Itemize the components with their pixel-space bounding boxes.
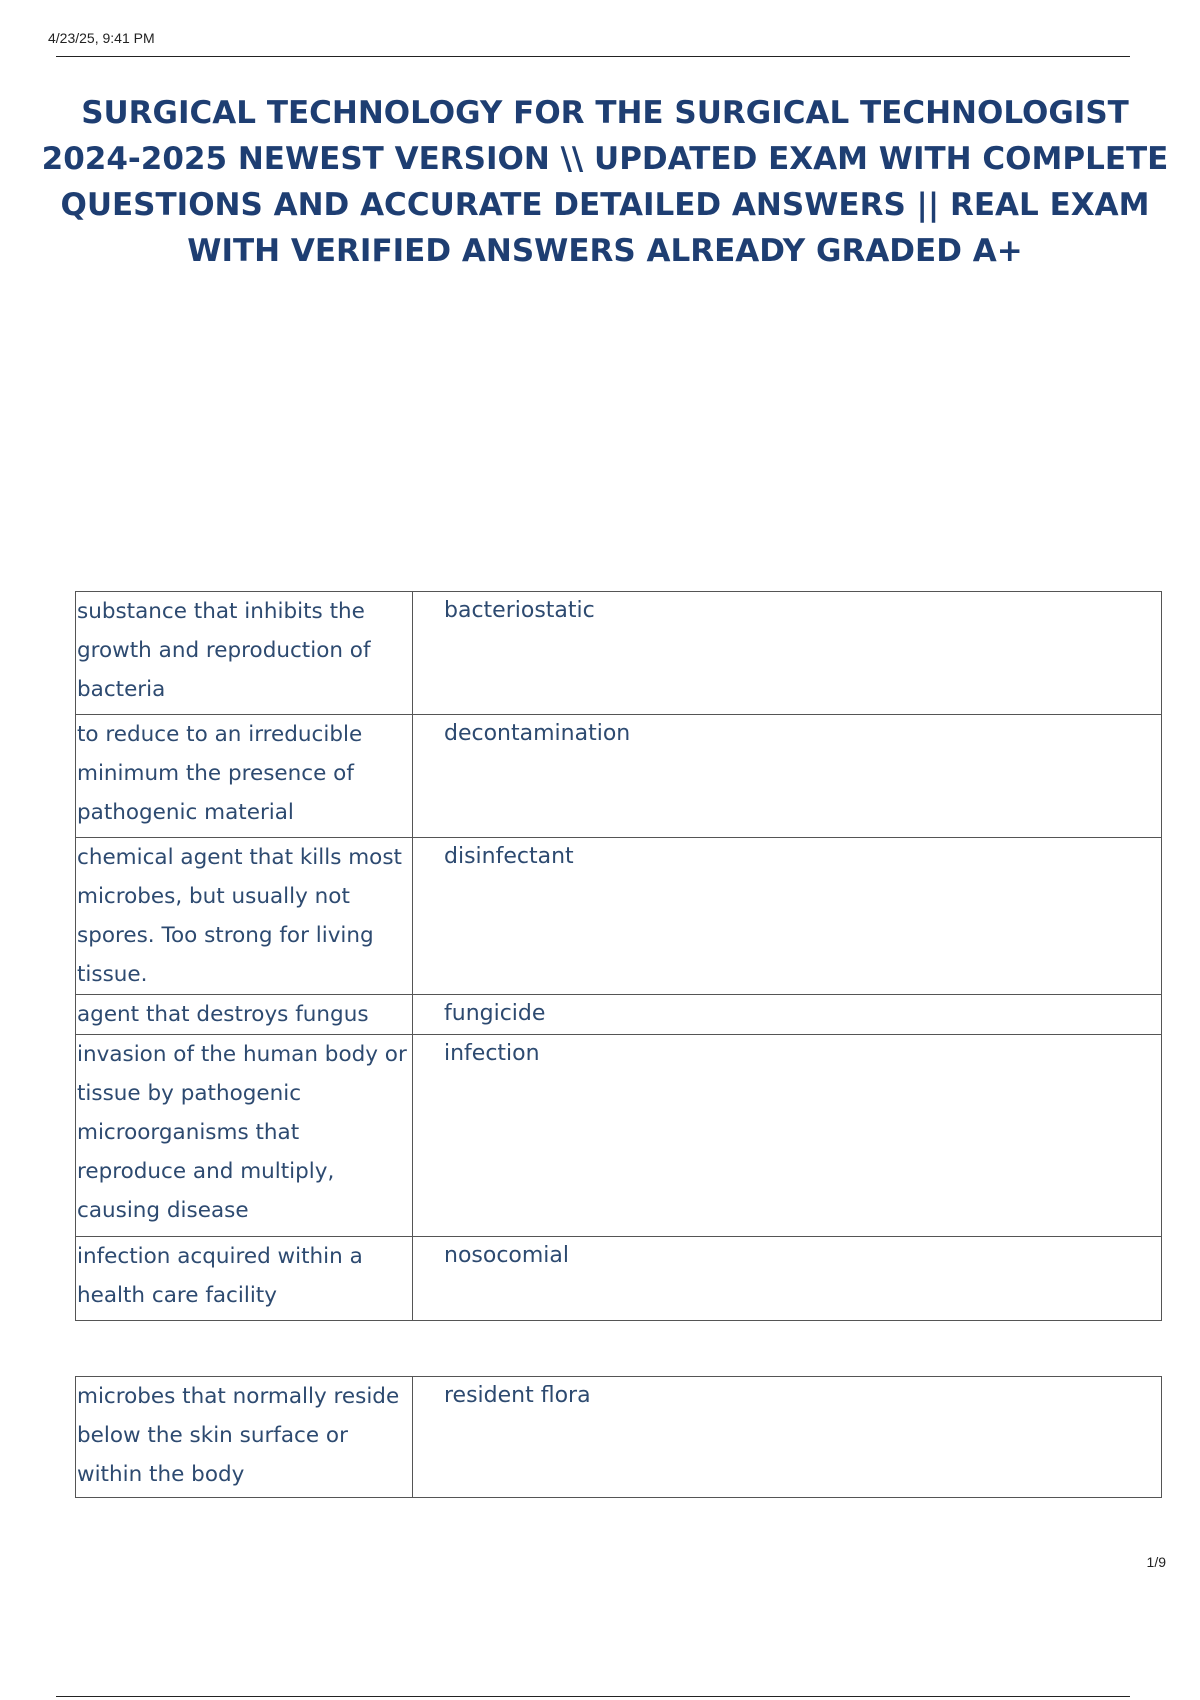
table-row [76,1377,1162,1498]
footer-divider [56,1696,1130,1697]
answer-cell: bacteriostatic [413,592,1162,715]
term-cell: chemical agent that kills most microbes, but usually not spores. Too strong for living tissue. [76,838,413,995]
document-title: SURGICAL TECHNOLOGY FOR THE SURGICAL TECHNOLOGIST 2024-2025 NEWEST VERSION \\ UPDATED EXAM WITH COMPLETE QUESTIONS AND ACCURATE DETAILED ANSWERS || REAL EXAM WITH VERIFIED ANSWERS ALREADY GRADED A+ [41,95,1169,269]
term-cell: invasion of the human body or tissue by pathogenic microorganisms that reproduce and multiply, causing disease [76,1035,413,1237]
flashcard-table-1 [75,591,1162,1321]
answer-cell: fungicide [413,995,1162,1035]
flashcard-table-2 [75,1376,1162,1498]
table-row [76,838,1162,995]
table-row [76,1237,1162,1321]
term-cell: substance that inhibits the growth and reproduction of bacteria [76,592,413,715]
print-timestamp: 4/23/25, 9:41 PM [48,30,155,46]
header-divider [56,56,1130,57]
answer-cell: infection [413,1035,1162,1237]
answer-cell: resident flora [413,1377,1162,1498]
answer-cell: disinfectant [413,838,1162,995]
table-row [76,995,1162,1035]
table-row [76,1035,1162,1237]
page-number: 1/9 [1146,1554,1166,1570]
table-row [76,715,1162,838]
term-cell: agent that destroys fungus [76,995,413,1035]
answer-cell: decontamination [413,715,1162,838]
term-cell: infection acquired within a health care facility [76,1237,413,1321]
answer-cell: nosocomial [413,1237,1162,1321]
term-cell: to reduce to an irreducible minimum the presence of pathogenic material [76,715,413,838]
term-cell: microbes that normally reside below the skin surface or within the body [76,1377,413,1498]
table-row [76,592,1162,715]
